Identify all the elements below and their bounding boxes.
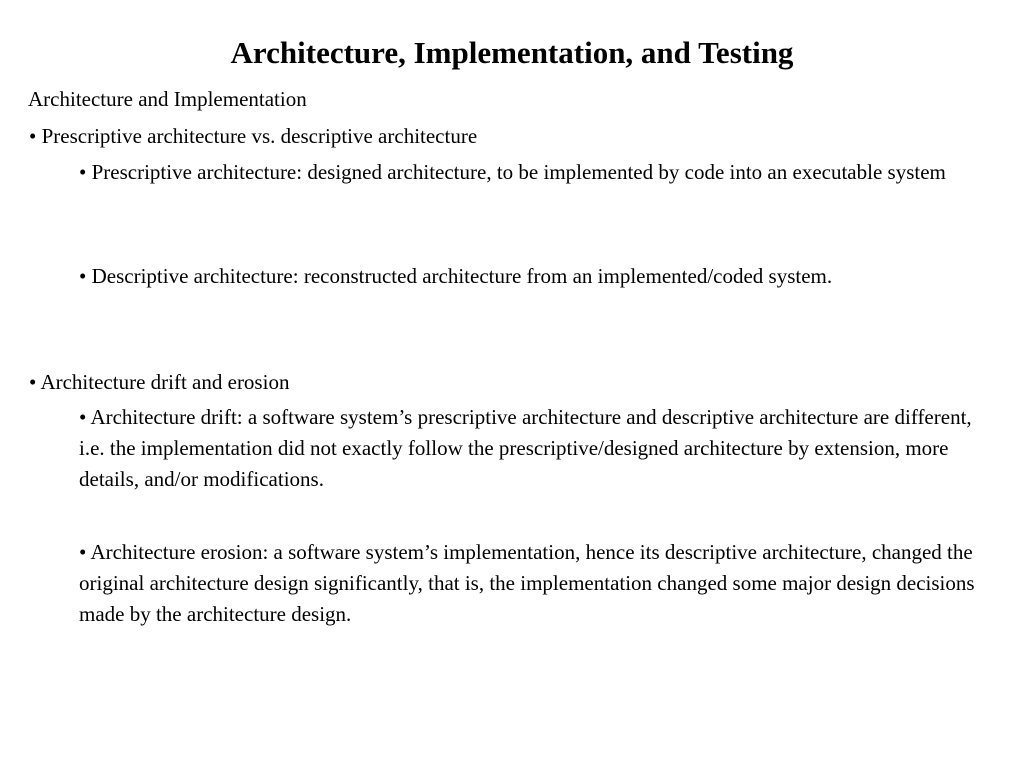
bullet-glyph: •	[79, 405, 87, 429]
bullet-glyph: •	[29, 370, 37, 394]
bullet-prescriptive-vs-descriptive	[29, 123, 477, 149]
section-heading: Architecture and Implementation	[28, 87, 307, 111]
subbullet-text: Architecture erosion: a software system’s implementation, hence its descriptive architecture, changed the original architecture design significantly, that is, the implementation changed some major design decisions made by the architecture design.	[79, 540, 975, 626]
subbullet-descriptive-architecture	[79, 261, 994, 292]
subbullet-text: Descriptive architecture: reconstructed architecture from an implemented/coded system.	[91, 264, 833, 288]
subbullet-architecture-erosion	[79, 537, 994, 630]
subbullet-text: Prescriptive architecture: designed architecture, to be implemented by code into an executable system	[91, 160, 946, 184]
subbullet-text: Architecture drift: a software system’s prescriptive architecture and descriptive architecture are different, i.e. the implementation did not exactly follow the prescriptive/designed architecture by extension, more details, and/or modifications.	[79, 405, 972, 491]
bullet-drift-and-erosion	[29, 369, 289, 395]
subbullet-architecture-drift	[79, 402, 994, 495]
bullet-glyph: •	[79, 540, 87, 564]
slide-title: Architecture, Implementation, and Testing	[230, 35, 794, 70]
bullet-glyph: •	[29, 124, 37, 148]
bullet-text: Prescriptive architecture vs. descriptive architecture	[41, 124, 478, 148]
bullet-glyph: •	[79, 264, 87, 288]
subbullet-prescriptive-architecture	[79, 157, 994, 188]
bullet-glyph: •	[79, 160, 87, 184]
bullet-text: Architecture drift and erosion	[40, 370, 290, 394]
